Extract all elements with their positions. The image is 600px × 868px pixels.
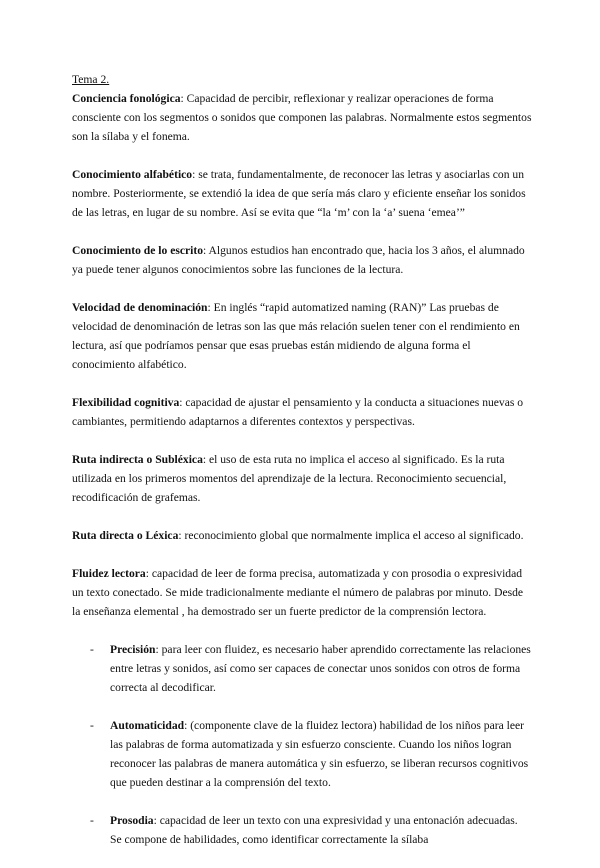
- document-heading: Tema 2.: [72, 73, 110, 86]
- term-label: Automaticidad: [110, 719, 185, 732]
- term-label: Precisión: [110, 643, 156, 656]
- definition-text: : el uso de esta ruta no implica el acceso al significado. Es la ruta utilizada en los primeros momentos del aprendizaje de la lectura. Reconocimiento secuencial, recodificación de grafemas.: [72, 453, 507, 504]
- term-label: Conocimiento alfabético: [72, 168, 193, 181]
- definition-text: : Algunos estudios han encontrado que, hacia los 3 años, el alumnado ya puede tener algunos conocimientos sobre las funciones de la lectura.: [72, 244, 525, 276]
- definition-text: : Capacidad de percibir, reflexionar y realizar operaciones de forma consciente con los segmentos o sonidos que componen las palabras. Normalmente estos segmentos son la sílaba y el fonema.: [72, 92, 532, 143]
- definition-text: : capacidad de ajustar el pensamiento y la conducta a situaciones nuevas o cambiantes, permitiendo adaptarnos a diferentes contextos y perspectivas.: [72, 396, 524, 428]
- list-item-automaticidad: [72, 716, 532, 792]
- definition-text: : para leer con fluidez, es necesario haber aprendido correctamente las relaciones entre letras y sonidos, así como ser capaces de conectar unos sonidos con otros de forma correcta al decodificar.: [110, 643, 531, 694]
- paragraph-fluidez-lectora: [72, 564, 532, 621]
- definition-text: : capacidad de leer de forma precisa, automatizada y con prosodia o expresividad un texto conectado. Se mide tradicionalmente mediante el número de palabras por minuto. Desde la enseñanza elemental , ha demostrado ser un fuerte predictor de la comprensión lectora.: [72, 567, 524, 618]
- bullet-dash: -: [90, 814, 94, 827]
- term-label: Velocidad de denominación: [72, 301, 208, 314]
- paragraph-ruta-indirecta: [72, 450, 532, 507]
- term-label: Prosodia: [110, 814, 154, 827]
- definition-text: : (componente clave de la fluidez lectora) habilidad de los niños para leer las palabras de forma automatizada y sin esfuerzo consciente. Cuando los niños logran reconocer las palabras de manera automática y sin esfuerzo, se liberan recursos cognitivos que pueden destinar a la comprensión del texto.: [110, 719, 529, 789]
- term-label: Conocimiento de lo escrito: [72, 244, 204, 257]
- term-label: Ruta directa o Léxica: [72, 529, 179, 542]
- definition-text: : reconocimiento global que normalmente implica el acceso al significado.: [178, 529, 524, 542]
- term-label: Fluidez lectora: [72, 567, 146, 580]
- bullet-dash: -: [90, 719, 94, 732]
- document-page: [72, 70, 532, 868]
- paragraph-conocimiento-alfabetico: [72, 165, 532, 222]
- definition-text: : En inglés “rapid automatized naming (RAN)” Las pruebas de velocidad de denominación de letras son las que más relación suelen tener con el rendimiento en lectura, así que podríamos pensar que esas pruebas están midiendo de alguna forma el conocimiento alfabético.: [72, 301, 520, 371]
- fluidez-components-list: [72, 640, 532, 849]
- term-label: Flexibilidad cognitiva: [72, 396, 180, 409]
- definition-text: : se trata, fundamentalmente, de reconocer las letras y asociarlas con un nombre. Posteriormente, se extendió la idea de que sería más claro y eficiente enseñar los sonidos de las letras, en lugar de su nombre. Así se evita que “la ‘m’ con la ‘a’ suena ‘emea’”: [72, 168, 526, 219]
- paragraph-conciencia-fonologica: [72, 89, 532, 146]
- term-label: Ruta indirecta o Subléxica: [72, 453, 203, 466]
- paragraph-conocimiento-escrito: [72, 241, 532, 279]
- paragraph-ruta-directa: [72, 526, 532, 545]
- definition-text: : capacidad de leer un texto con una expresividad y una entonación adecuadas. Se compone de habilidades, como identificar correctamente la sílaba: [110, 814, 518, 846]
- term-label: Conciencia fonológica: [72, 92, 181, 105]
- paragraph-flexibilidad-cognitiva: [72, 393, 532, 431]
- paragraph-velocidad-denominacion: [72, 298, 532, 374]
- bullet-dash: -: [90, 643, 94, 656]
- list-item-precision: [72, 640, 532, 697]
- list-item-prosodia: [72, 811, 532, 849]
